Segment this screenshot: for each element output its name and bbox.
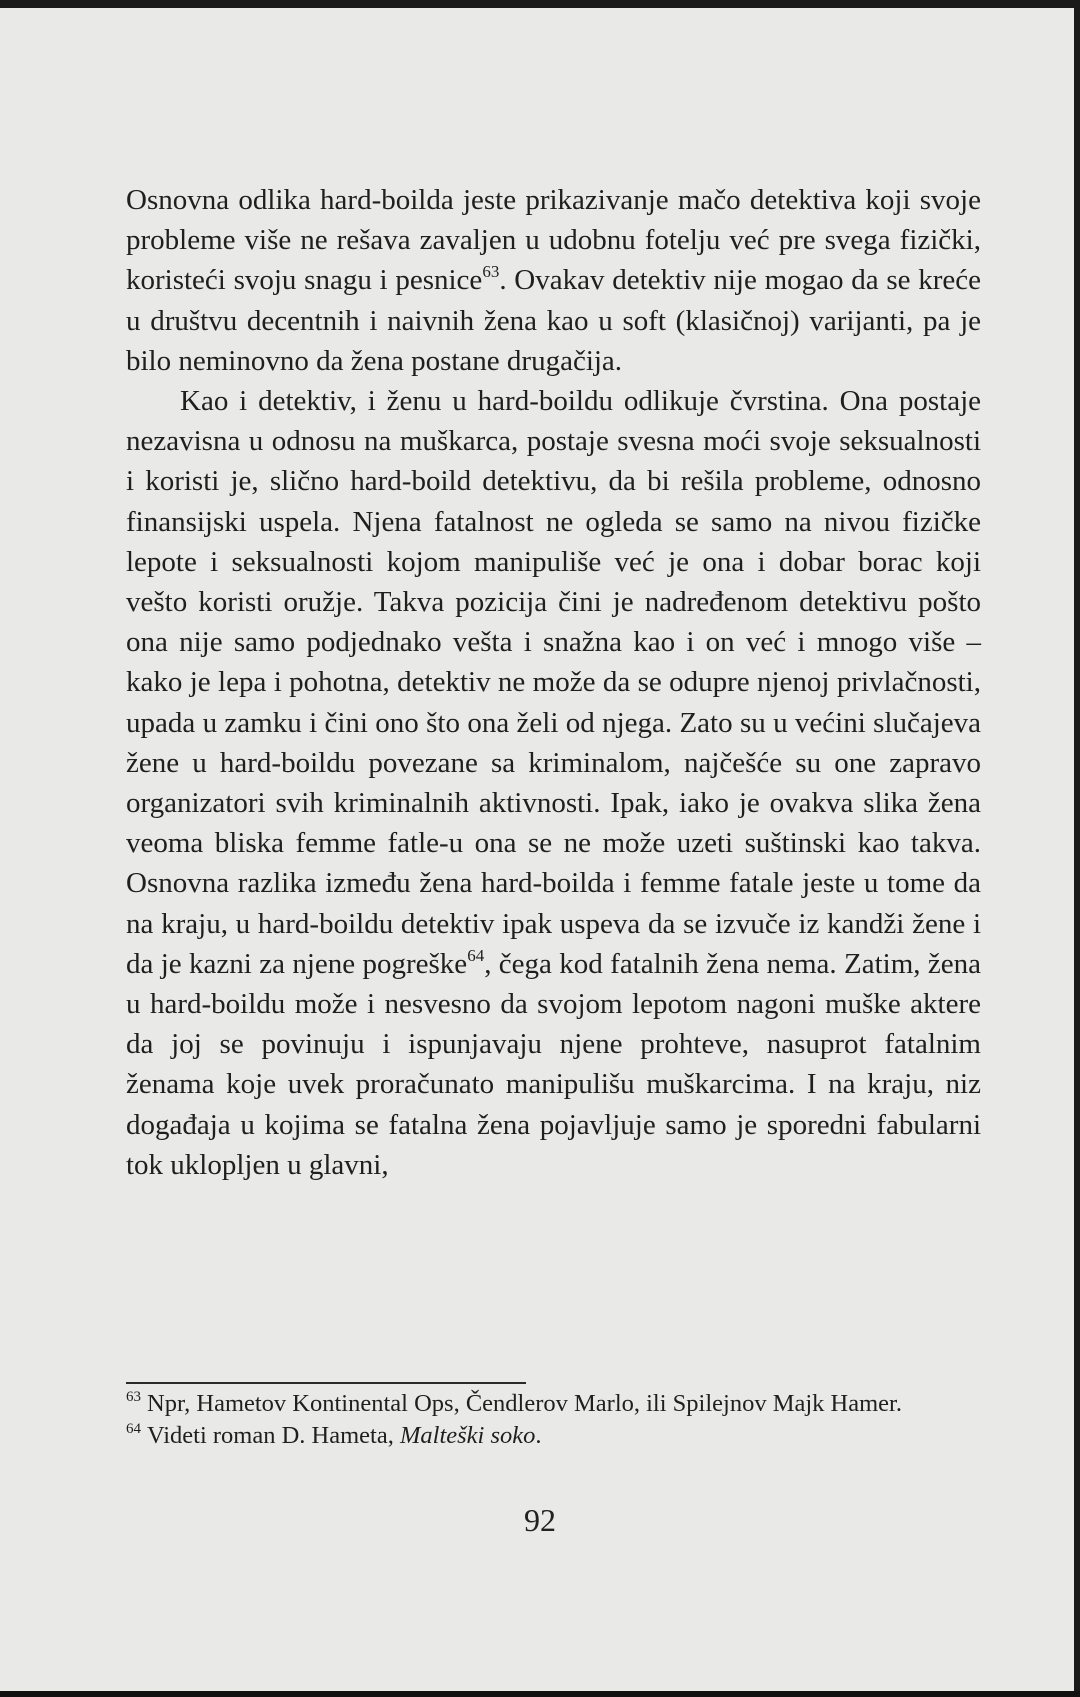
footnote-separator — [126, 1382, 526, 1384]
paragraph-2 — [126, 381, 981, 1185]
paragraph-1 — [126, 180, 981, 381]
paragraph-1-text-a: Osnovna odlika hard-boilda jeste prikazivanje mačo detektiva koji svoje probleme više ne rešava zavaljen u udobnu fotelju već pre svega fizički, koristeći svoju snagu i pesnice — [126, 184, 981, 297]
footnote-64 — [126, 1420, 981, 1452]
footnote-63-text: Npr, Hametov Kontinental Ops, Čendlerov Marlo, ili Spilejnov Majk Hamer. — [147, 1390, 902, 1417]
footnotes — [126, 1388, 981, 1452]
scan-edge — [0, 1691, 1080, 1697]
footnote-ref-64: 64 — [467, 945, 485, 965]
footnote-64-number: 64 — [126, 1421, 141, 1437]
page-number: 92 — [524, 1502, 556, 1538]
book-page — [0, 8, 1074, 1691]
footnote-64-text: Videti roman D. Hameta, — [147, 1422, 400, 1449]
footnote-64-book-title: Malteški soko — [399, 1422, 536, 1449]
footnote-63 — [126, 1388, 981, 1420]
paragraph-2-text-b: , čega kod fatalnih žena nema. Zatim, žena u hard-boildu može i nesvesno da svojom lepotom nagoni muške aktere da joj se povinuju i ispunjavaju njene prohteve, nasuprot fatalnim ženama koje uvek proračunato manipulišu muškarcima. I na kraju, niz događaja u kojima se fatalna žena pojavljuje samo je sporedni fabularni tok uklopljen u glavni, — [126, 947, 981, 1181]
footnote-64-end: . — [535, 1422, 542, 1449]
footnote-63-number: 63 — [126, 1389, 141, 1405]
paragraph-2-text-a: Kao i detektiv, i ženu u hard-boildu odlikuje čvrstina. Ona postaje nezavisna u odnosu na muškarca, postaje svesna moći svoje seksualnosti i koristi je, slično hard-boild detektivu, da bi rešila probleme, odnosno finansijski uspela. Njena fatalnost ne ogleda se samo na nivou fizičke lepote i seksualnosti kojom manipuliše već je ona i dobar borac koji vešto koristi oružje. Takva pozicija čini je nadređenom detektivu pošto ona nije samo podjednako vešta i snažna kao i on već i mnogo više – kako je lepa i pohotna, detektiv ne može da se odupre njenoj privlačnosti, upada u zamku i čini ono što ona želi od njega. Zato su u većini slučajeva žene u hard-boildu povezane sa kriminalom, najčešće su one zapravo organizatori svih kriminalnih aktivnosti. Ipak, iako je ovakva slika žena veoma bliska femme fatle-u ona se ne može uzeti suštinski kao takva. Osnovna razlika između žena hard-boilda i femme fatale jeste u tome da na kraju, u hard-boildu detektiv ipak uspeva da se izvuče iz kandži žene i da je kazni za njene pogreške — [126, 385, 981, 980]
paragraph-1-text-b: . Ovakav detektiv nije mogao da se kreće u društvu decentnih i naivnih žena kao u soft (klasičnoj) varijanti, pa je bilo neminovno da žena postane drugačija. — [126, 264, 981, 377]
footnote-ref-63: 63 — [482, 262, 500, 282]
body-text — [126, 180, 981, 1185]
